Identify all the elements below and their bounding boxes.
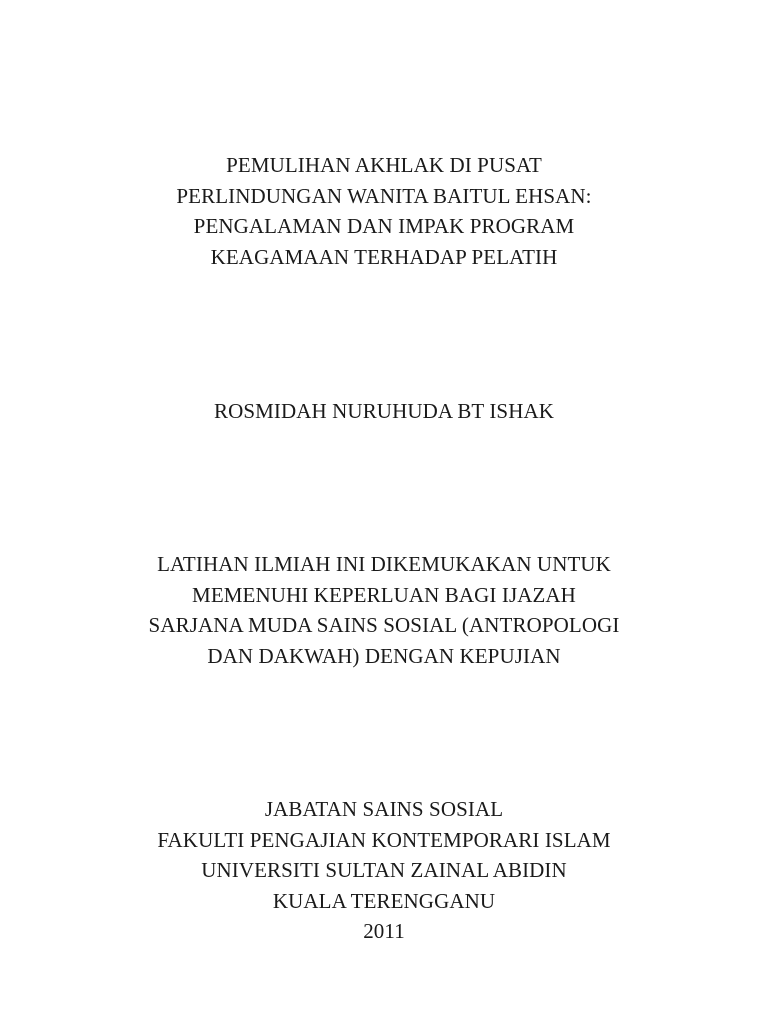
submission-statement-line: DAN DAKWAH) DENGAN KEPUJIAN [207, 643, 561, 668]
location-name: KUALA TERENGGANU [272, 888, 496, 913]
author-name: ROSMIDAH NURUHUDA BT ISHAK [214, 399, 554, 423]
thesis-title-line: KEAGAMAAN TERHADAP PELATIH [210, 244, 558, 269]
institution-section [0, 794, 768, 947]
department-name: JABATAN SAINS SOSIAL [264, 797, 504, 821]
thesis-title [0, 150, 768, 272]
thesis-title-line: PERLINDUNGAN WANITA BAITUL EHSAN: [176, 183, 592, 208]
university-name: UNIVERSITI SULTAN ZAINAL ABIDIN [201, 858, 567, 882]
author-section [0, 396, 768, 427]
submission-statement-line: MEMENUHI KEPERLUAN BAGI IJAZAH [192, 582, 576, 607]
submission-year: 2011 [363, 919, 405, 943]
faculty-name: FAKULTI PENGAJIAN KONTEMPORARI ISLAM [157, 827, 611, 852]
thesis-title-line: PENGALAMAN DAN IMPAK PROGRAM [193, 214, 575, 238]
thesis-title-line: PEMULIHAN AKHLAK DI PUSAT [226, 153, 542, 177]
submission-statement-line: SARJANA MUDA SAINS SOSIAL (ANTROPOLOGI [148, 613, 620, 637]
submission-statement-line: LATIHAN ILMIAH INI DIKEMUKAKAN UNTUK [157, 552, 611, 576]
submission-statement [0, 549, 768, 671]
